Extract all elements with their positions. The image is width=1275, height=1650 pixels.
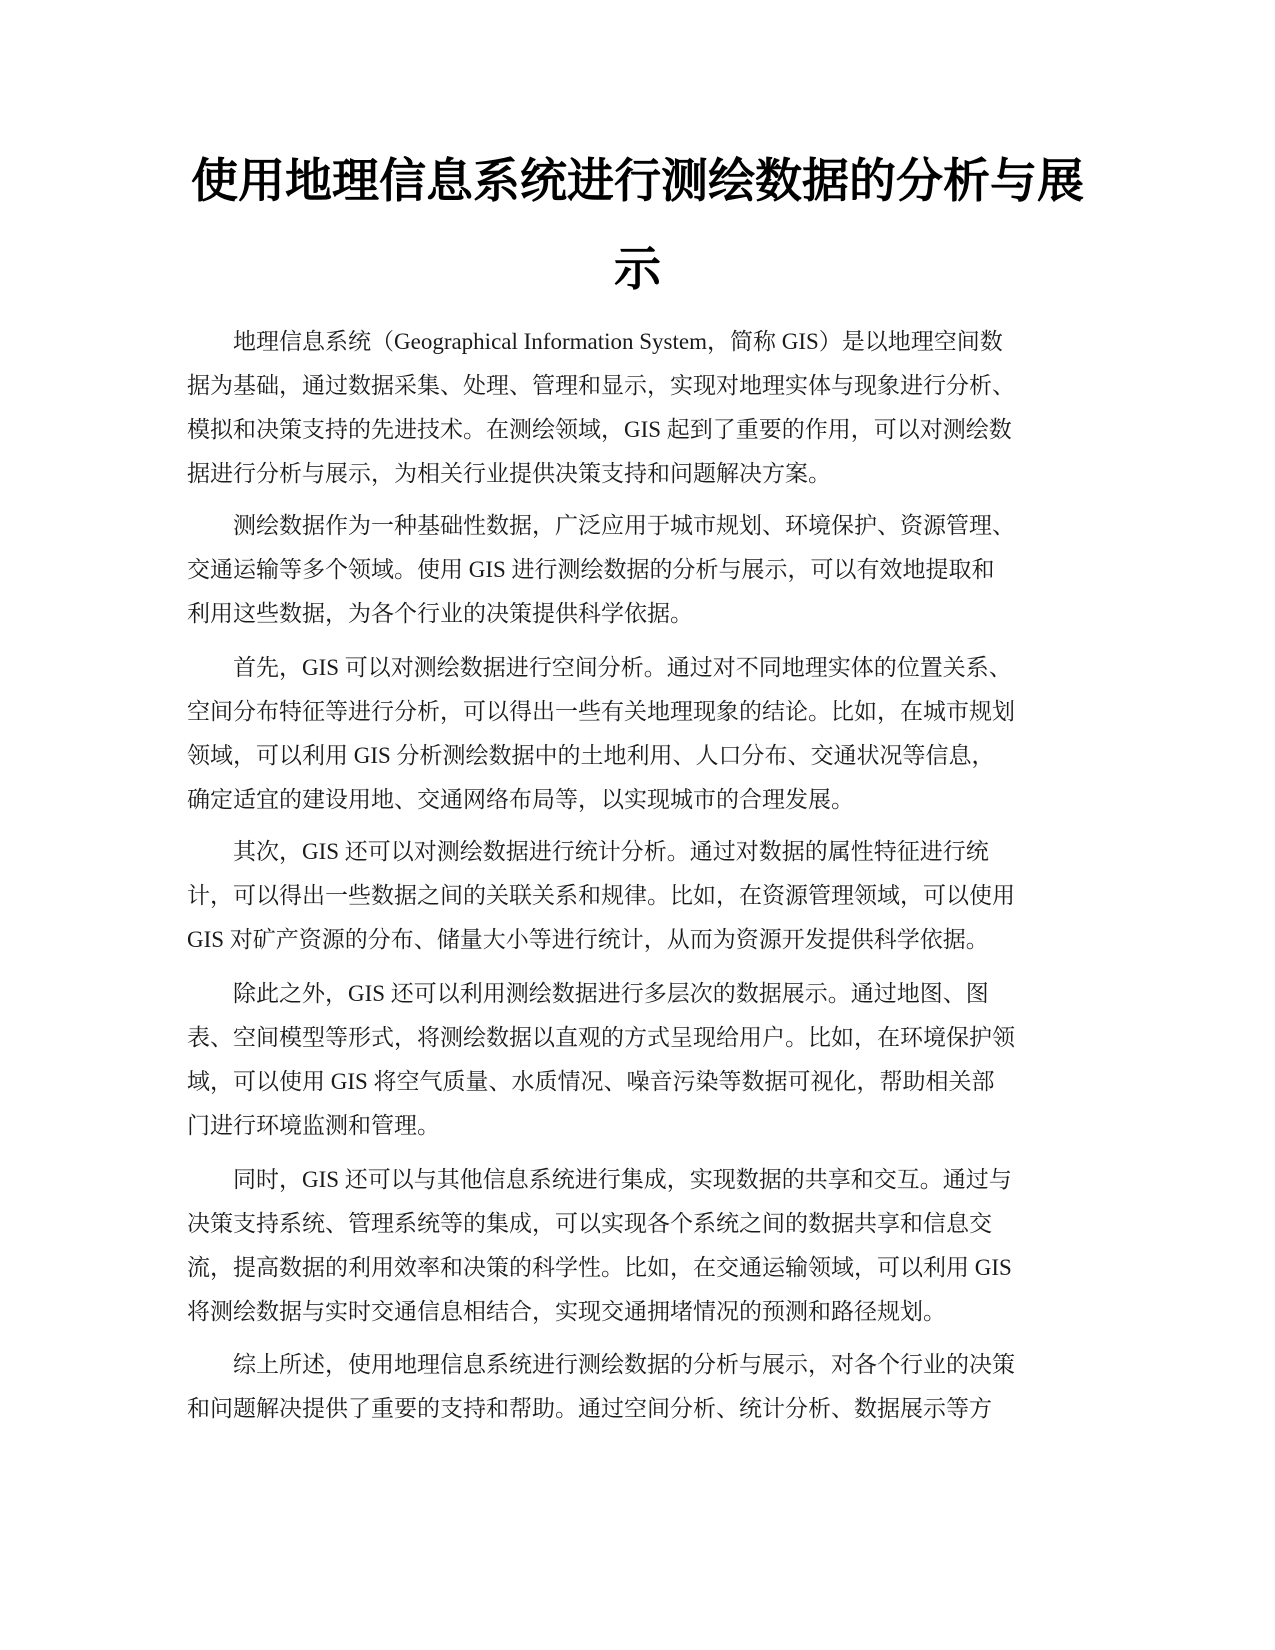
- paragraph-intro: [187, 320, 1087, 496]
- paragraph-line: 测绘数据作为一种基础性数据，广泛应用于城市规划、环境保护、资源管理、: [233, 513, 1015, 538]
- paragraph-line: 领域，可以利用 GIS 分析测绘数据中的土地利用、人口分布、交通状况等信息，: [187, 743, 995, 768]
- paragraph-statistical-analysis: [187, 830, 1087, 962]
- paragraph-line: 交通运输等多个领域。使用 GIS 进行测绘数据的分析与展示，可以有效地提取和: [187, 557, 995, 582]
- paragraph-line: 流，提高数据的利用效率和决策的科学性。比如，在交通运输领域，可以利用 GIS: [187, 1255, 1012, 1280]
- paragraph-line: 据为基础，通过数据采集、处理、管理和显示，实现对地理实体与现象进行分析、: [187, 373, 1015, 398]
- paragraph-line: GIS 对矿产资源的分布、储量大小等进行统计，从而为资源开发提供科学依据。: [187, 927, 989, 952]
- paragraph-line: 首先，GIS 可以对测绘数据进行空间分析。通过对不同地理实体的位置关系、: [233, 655, 1012, 680]
- paragraph-line: 决策支持系统、管理系统等的集成，可以实现各个系统之间的数据共享和信息交: [187, 1211, 992, 1236]
- paragraph-line: 据进行分析与展示，为相关行业提供决策支持和问题解决方案。: [187, 461, 831, 486]
- paragraph-line: 将测绘数据与实时交通信息相结合，实现交通拥堵情况的预测和路径规划。: [187, 1299, 946, 1324]
- paragraph-line: 模拟和决策支持的先进技术。在测绘领域，GIS 起到了重要的作用，可以对测绘数: [187, 417, 1012, 442]
- paragraph-conclusion: [187, 1343, 1087, 1431]
- paragraph-spatial-analysis: [187, 646, 1087, 822]
- paragraph-line: 域，可以使用 GIS 将空气质量、水质情况、噪音污染等数据可视化，帮助相关部: [187, 1069, 995, 1094]
- paragraph-line: 同时，GIS 还可以与其他信息系统进行集成，实现数据的共享和交互。通过与: [233, 1167, 1012, 1192]
- paragraph-line: 除此之外，GIS 还可以利用测绘数据进行多层次的数据展示。通过地图、图: [233, 981, 989, 1006]
- paragraph-line: 表、空间模型等形式，将测绘数据以直观的方式呈现给用户。比如，在环境保护领: [187, 1025, 1015, 1050]
- document-title: [140, 138, 1135, 314]
- paragraph-line: 确定适宜的建设用地、交通网络布局等，以实现城市的合理发展。: [187, 787, 854, 812]
- paragraph-line: 利用这些数据，为各个行业的决策提供科学依据。: [187, 601, 693, 626]
- title-line-2: 示: [614, 242, 661, 297]
- paragraph-line: 地理信息系统（Geographical Information System，简称 GIS）是以地理空间数: [233, 329, 1003, 354]
- paragraph-line: 空间分布特征等进行分析，可以得出一些有关地理现象的结论。比如，在城市规划: [187, 699, 1015, 724]
- paragraph-line: 计，可以得出一些数据之间的关联关系和规律。比如，在资源管理领域，可以使用: [187, 883, 1015, 908]
- title-line-1: 使用地理信息系统进行测绘数据的分析与展: [191, 154, 1084, 209]
- paragraph-line: 和问题解决提供了重要的支持和帮助。通过空间分析、统计分析、数据展示等方: [187, 1396, 992, 1421]
- paragraph-data-display: [187, 972, 1087, 1148]
- paragraph-line: 门进行环境监测和管理。: [187, 1113, 440, 1138]
- paragraph-line: 其次，GIS 还可以对测绘数据进行统计分析。通过对数据的属性特征进行统: [233, 839, 989, 864]
- paragraph-line: 综上所述，使用地理信息系统进行测绘数据的分析与展示，对各个行业的决策: [233, 1352, 1015, 1377]
- paragraph-survey-data: [187, 504, 1087, 636]
- paragraph-integration: [187, 1158, 1087, 1334]
